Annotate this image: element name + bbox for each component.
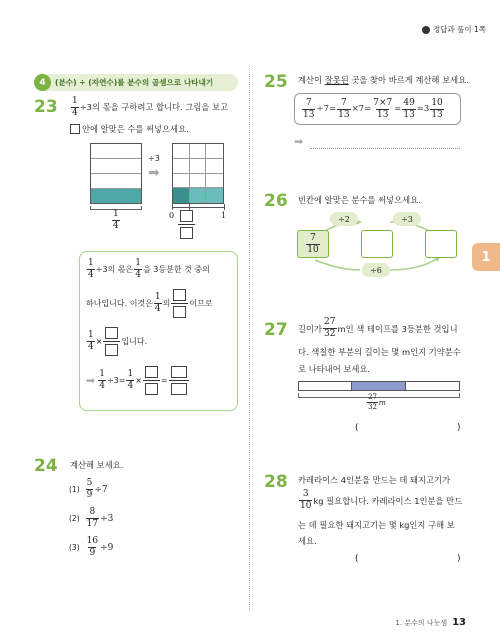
q25-expression-box: $\frac{7}{13}$ ÷7= $\frac{7}{13}$ ×7= $\frac{7\times 7}{13}$ = $\frac{49}{13}$ =3 $\frac{10}{13}$ [294,93,461,125]
tape-bar [298,381,460,391]
op-bubble-div3: ÷3 [393,212,421,226]
question-number-25: 25 [264,72,288,92]
hint-box-frac [143,366,160,395]
circle-arrow-icon [422,26,430,34]
q24-item-2: (2) $\frac{8}{17}$ ÷3 [69,507,114,529]
question-number-28: 28 [264,472,288,492]
question-number-24: 24 [34,456,58,476]
q23-frac: $\frac{1}{4}$ [72,96,78,118]
left-bar-label: $\frac{1}{4}$ [113,209,119,231]
op-bubble-div6: ÷6 [362,263,390,277]
q27-line-1: 길이가 $\frac{27}{32}$ m인 색 테이프를 3등분한 것입니 [298,317,458,339]
q24-item-3: (3) $\frac{16}{9}$ ÷9 [69,536,114,558]
blank-box-2[interactable] [425,230,457,258]
column-divider [249,66,250,611]
q28-line-4: 세요. [298,536,317,546]
q26-instruction: 빈칸에 알맞은 분수를 써넣으세요. [298,195,421,205]
hint-box-frac [169,366,189,395]
section-badge: 4 [34,74,51,91]
fraction-grid [172,143,224,204]
chapter-label: 1. 분수의 나눗셈 [395,618,448,627]
grid-answer-fraction [178,210,195,239]
chapter-side-tab: 1 [472,243,500,271]
tick-end [224,204,225,210]
answer-paren-close: ) [457,554,461,564]
q27-answer-field[interactable] [362,422,454,434]
question-number-26: 26 [264,191,288,211]
axis-one: 1 [221,211,227,220]
axis-zero: 0 [169,211,175,220]
section-heading [34,74,238,91]
hint-line-1: $\frac{1}{4}$ ÷3의 몫은 $\frac{1}{4}$ 을 3등분한 것 중의 [88,258,210,280]
q25-answer-line[interactable] [310,148,460,149]
q27-line-3: 로 나타내어 보세요. [298,364,371,374]
question-number-27: 27 [264,320,288,340]
section-title: (분수) ÷ (자연수)를 분수의 곱셈으로 나타내기 [55,78,214,87]
hint-line-4: ➡ $\frac{1}{4}$ ÷3= $\frac{1}{4}$ × = [86,366,190,395]
answer-paren-open: ( [355,554,359,564]
q28-line-2: $\frac{3}{10}$ kg 필요합니다. 카레라이스 1인분을 만드 [300,489,463,511]
q25-instruction: 계산이 잘못된 곳을 찾아 바르게 계산해 보세요. [298,75,469,85]
q24-instruction: 계산해 보세요. [70,460,124,470]
tape-length-label: $\frac{27}{32}$ m [368,393,386,411]
q28-line-1: 카레라이스 4인분을 만드는 데 돼지고기가 [298,475,451,485]
q28-line-3: 는 데 필요한 돼지고기는 몇 kg인지 구해 보 [298,520,455,530]
q28-answer-field[interactable] [362,553,454,565]
arrow-icon: ➡ [294,135,304,148]
hint-box-frac [103,327,120,356]
start-fraction-box: $\frac{7}{10}$ [297,230,329,258]
answer-box [70,124,80,134]
hint-line-3: $\frac{1}{4}$ × 입니다. [86,327,147,356]
hint-line-2: 하나입니다. 이것은 $\frac{1}{4}$ 의 이므로 [86,289,213,318]
right-arrow-icon: ➡ [148,165,160,181]
answer-paren-open: ( [355,423,359,433]
answer-reference: 정답과 풀이 1쪽 [422,26,486,34]
fraction-bar-whole [90,143,142,204]
tick-0 [172,204,173,210]
arrow-icon: ➡ [86,374,96,387]
blank-box-1[interactable] [361,230,393,258]
q23-prompt: $\frac{1}{4}$ ÷3의 몫을 구하려고 합니다. 그림을 보고 안에 알맞은 수를 써넣으세요. [72,96,229,134]
page-footer [395,617,466,628]
page-number: 13 [452,617,466,628]
answer-paren-close: ) [457,423,461,433]
tape-shaded-part [352,382,405,390]
hint-box-frac [171,289,188,318]
op-bubble-div2: ÷2 [330,212,358,226]
q24-item-1: (1) $\frac{5}{9}$ ÷7 [69,478,108,500]
number-line [172,207,224,208]
question-number-23: 23 [34,97,58,117]
q27-line-2: 다. 색칠한 부분의 길이는 몇 m인지 기약분수 [298,347,461,357]
divide-label: ÷3 [148,154,160,163]
